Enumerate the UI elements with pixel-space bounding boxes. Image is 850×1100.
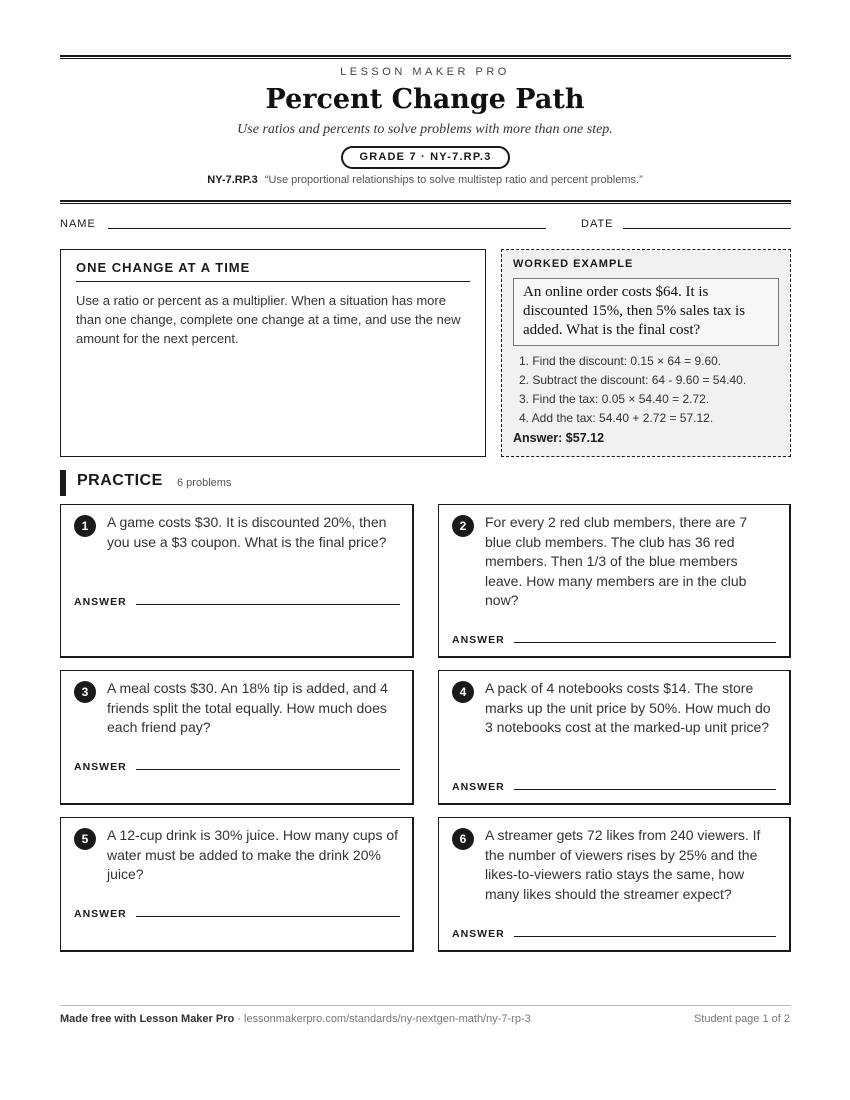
answer-label: ANSWER xyxy=(74,596,127,608)
answer-field[interactable] xyxy=(514,936,776,937)
answer-field[interactable] xyxy=(136,769,400,770)
problem-text: A meal costs $30. An 18% tip is added, and 4 friends split the total equally. How much does each friend pay? xyxy=(107,680,388,735)
answer-field[interactable] xyxy=(514,789,776,790)
problem-number: 6 xyxy=(452,828,474,850)
name-field[interactable] xyxy=(108,228,546,229)
practice-accent-bar xyxy=(60,470,66,496)
answer-label: ANSWER xyxy=(452,781,505,793)
intro-body: Use a ratio or percent as a multiplier. When a situation has more than one change, complete one change at a time, and use the new amount for the next percent. xyxy=(76,293,461,346)
grade-badge: GRADE 7 · NY-7.RP.3 xyxy=(341,146,510,169)
problem-text: A 12-cup drink is 30% juice. How many cups of water must be added to make the drink 20% juice? xyxy=(107,827,399,882)
top-rule xyxy=(60,55,791,59)
answer-label: ANSWER xyxy=(74,908,127,920)
worked-example-answer: Answer: $57.12 xyxy=(513,431,605,445)
worksheet-subtitle: Use ratios and percents to solve problems with more than one step. xyxy=(237,122,613,137)
intro-box xyxy=(60,249,486,457)
worked-example-heading: WORKED EXAMPLE xyxy=(513,258,634,270)
worked-example-step: 4. Add the tax: 54.40 + 2.72 = 57.12. xyxy=(519,411,714,425)
problem-number: 2 xyxy=(452,515,474,537)
name-label: NAME xyxy=(60,218,96,230)
answer-label: ANSWER xyxy=(452,634,505,646)
answer-label: ANSWER xyxy=(74,761,127,773)
problem-number: 3 xyxy=(74,681,96,703)
worked-example-step: 3. Find the tax: 0.05 × 54.40 = 2.72. xyxy=(519,392,710,406)
brand-name: LESSON MAKER PRO xyxy=(340,66,510,78)
problem-card-1 xyxy=(60,504,414,658)
standard-description xyxy=(0,174,850,186)
problem-card-4 xyxy=(438,670,791,805)
answer-label: ANSWER xyxy=(452,928,505,940)
problem-card-3 xyxy=(60,670,414,805)
date-label: DATE xyxy=(581,218,614,230)
date-field[interactable] xyxy=(623,228,791,229)
intro-heading: ONE CHANGE AT A TIME xyxy=(76,260,470,282)
problem-number: 5 xyxy=(74,828,96,850)
problem-text: A pack of 4 notebooks costs $14. The store marks up the unit price by 50%. How much do 3 notebooks cost at the marked-up unit price? xyxy=(485,680,771,735)
answer-field[interactable] xyxy=(514,642,776,643)
footer-rule xyxy=(60,1005,791,1006)
problem-text: A streamer gets 72 likes from 240 viewers. If the number of viewers rises by 25% and the likes-to-viewers ratio stays the same, how many likes should the streamer expect? xyxy=(485,827,761,902)
footer-page-number: Student page 1 of 2 xyxy=(693,1013,790,1025)
problem-number: 1 xyxy=(74,515,96,537)
worksheet-title: Percent Change Path xyxy=(265,84,585,115)
worked-example-steps xyxy=(513,352,779,428)
problem-text: For every 2 red club members, there are 7 blue club members. The club has 36 red members. Then 1/3 of the blue members leave. How many members are in the club now? xyxy=(485,514,748,608)
worked-example-step: 1. Find the discount: 0.15 × 64 = 9.60. xyxy=(519,354,722,368)
problem-text: A game costs $30. It is discounted 20%, then you use a $3 coupon. What is the final price? xyxy=(107,514,387,550)
standard-code: NY-7.RP.3 xyxy=(207,174,258,186)
footer-url[interactable]: · lessonmakerpro.com/standards/ny-nextgen-math/ny-7-rp-3 xyxy=(237,1013,531,1025)
header-bottom-rule xyxy=(60,200,791,204)
standard-text: “Use proportional relationships to solve multistep ratio and percent problems.” xyxy=(264,174,643,186)
problem-card-2 xyxy=(438,504,791,658)
problem-number: 4 xyxy=(452,681,474,703)
answer-field[interactable] xyxy=(136,916,400,917)
practice-count: 6 problems xyxy=(177,477,232,489)
worked-example-problem: An online order costs $64. It is discounted 15%, then 5% sales tax is added. What is the final cost? xyxy=(513,278,779,346)
practice-title: PRACTICE xyxy=(77,472,163,489)
footer-made-with: Made free with Lesson Maker Pro xyxy=(60,1013,235,1025)
answer-field[interactable] xyxy=(136,604,400,605)
footer-credit xyxy=(60,1013,531,1025)
problem-card-5 xyxy=(60,817,414,952)
problem-card-6 xyxy=(438,817,791,952)
worked-example-step: 2. Subtract the discount: 64 - 9.60 = 54.40. xyxy=(519,373,747,387)
worked-example-box xyxy=(501,249,791,457)
